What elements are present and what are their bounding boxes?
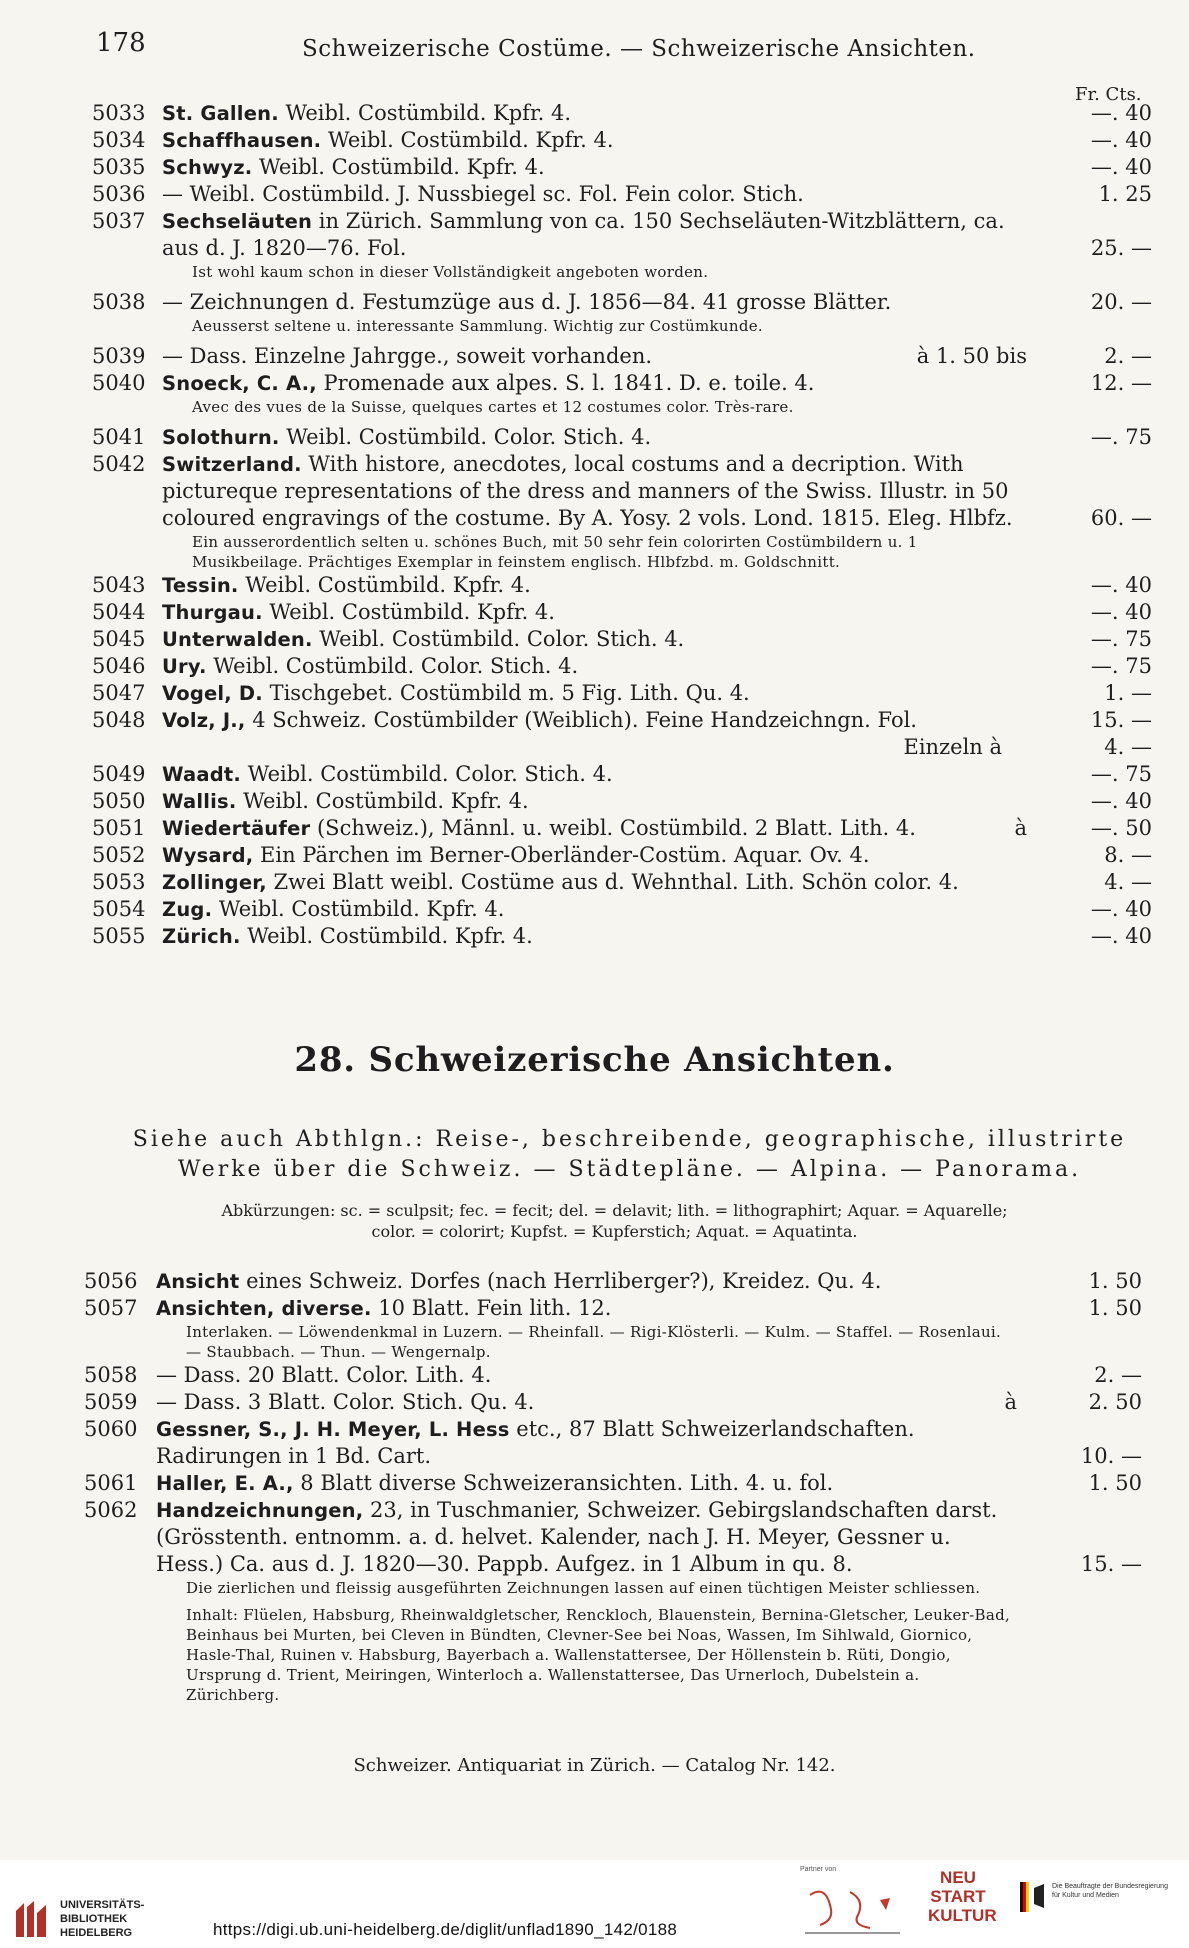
entry-title: Snoeck, C. A., bbox=[162, 372, 317, 395]
entry-title: Zollinger, bbox=[162, 871, 267, 894]
entry-description bbox=[156, 1416, 1017, 1470]
entry-number: 5057 bbox=[84, 1296, 138, 1320]
entry-description bbox=[162, 869, 1027, 896]
entry-text: 23, in Tuschmanier, Schweizer. Gebirgslandschaften darst. (Grösstenth. entnomm. a. d. helvet. Kalender, nach J. H. Meyer, Gessner u. Hess.) Ca. aus d. J. 1820—30. Pappb. Aufgez. in 1 Album in qu. 8. bbox=[156, 1498, 998, 1576]
catalog-entry bbox=[92, 289, 1152, 316]
entry-price: —. 40 bbox=[1090, 789, 1152, 813]
entry-number: 5055 bbox=[92, 924, 146, 948]
entry-note: Inhalt: Flüelen, Habsburg, Rheinwaldgletscher, Renckloch, Blauenstein, Bernina-Gletscher, Leuker-Bad, Beinhaus bei Murten, bei Cleven in Bündten, Clevner-See bei Noas, Wassen, Im Sihlwald, Giornico, Hasle-Thal, Ruinen v. Habsburg, Bayerbach a. Wallenstattersee, Der Höllenstein b. Rüti, Dongio, Ursprung d. Trient, Meiringen, Winterloch a. Wallenstattersee, Das Urnerloch, Dubelstein a. Zürichberg. bbox=[186, 1606, 1011, 1704]
entry-text: Weibl. Costümbild. Kpfr. 4. bbox=[212, 897, 505, 921]
entry-price: 1. — bbox=[1104, 681, 1152, 705]
price-column-header: Fr. Cts. bbox=[1075, 84, 1142, 105]
entry-text: — Dass. 3 Blatt. Color. Stich. Qu. 4. bbox=[156, 1390, 535, 1414]
entry-description bbox=[156, 1295, 1017, 1322]
entry-price: 20. — bbox=[1090, 290, 1152, 314]
entry-description bbox=[162, 208, 1027, 262]
entry-description bbox=[162, 599, 1027, 626]
entry-price: 2. 50 bbox=[1088, 1390, 1142, 1414]
entry-text: Weibl. Costümbild. Kpfr. 4. bbox=[236, 789, 529, 813]
catalog-entry bbox=[92, 869, 1152, 896]
entry-description bbox=[162, 424, 1027, 451]
entry-text: Weibl. Costümbild. Kpfr. 4. bbox=[262, 600, 555, 624]
entry-price: 12. — bbox=[1090, 371, 1152, 395]
entry-note-row bbox=[92, 397, 1152, 424]
entry-text: Weibl. Costümbild. Color. Stich. 4. bbox=[312, 627, 685, 651]
entry-title: Wallis. bbox=[162, 790, 237, 813]
entry-price: 4. — bbox=[1104, 870, 1152, 894]
partner-label: Partner von bbox=[800, 1866, 837, 1873]
entry-price: —. 40 bbox=[1090, 573, 1152, 597]
catalog-entry bbox=[92, 707, 1152, 734]
entry-number: 5048 bbox=[92, 708, 146, 732]
entry-description bbox=[162, 815, 1027, 842]
entry-title: Waadt. bbox=[162, 763, 242, 786]
entry-title: Schwyz. bbox=[162, 156, 253, 179]
page-number: 178 bbox=[96, 28, 146, 58]
university-library-logo-icon[interactable] bbox=[12, 1897, 50, 1941]
catalog-entry bbox=[84, 1268, 1142, 1295]
entry-title: Wysard, bbox=[162, 844, 254, 867]
entry-sub-row bbox=[92, 734, 1152, 761]
entry-note: Interlaken. — Löwendenkmal in Luzern. — Rheinfall. — Rigi-Klösterli. — Kulm. — Staffel. — Rosenlaui. — Staubbach. — Thun. — Wengernalp. bbox=[186, 1323, 1002, 1361]
entry-price: 1. 25 bbox=[1098, 182, 1152, 206]
entry-title: Handzeichnungen, bbox=[156, 1499, 364, 1522]
entry-text: With histore, anecdotes, local costums and a decription. With pictureque representations of the dress and manners of the Swiss. Illustr. in 50 coloured engravings of the costume. By A. Yosy. 2 vols. Lond. 1815. Eleg. Hlbfz. bbox=[162, 452, 1013, 530]
entry-price: —. 75 bbox=[1090, 627, 1152, 651]
library-name-line: UNIVERSITÄTS- bbox=[60, 1899, 145, 1911]
entry-description bbox=[162, 154, 1027, 181]
entry-number: 5045 bbox=[92, 627, 146, 651]
entry-description bbox=[162, 788, 1027, 815]
entry-price: —. 50 bbox=[1090, 816, 1152, 840]
catalog-entry bbox=[92, 923, 1152, 950]
entry-note-row bbox=[84, 1578, 1142, 1605]
entry-number: 5060 bbox=[84, 1417, 138, 1441]
entry-text: Weibl. Costümbild. Kpfr. 4. bbox=[252, 155, 545, 179]
entry-description bbox=[162, 653, 1027, 680]
entry-number: 5044 bbox=[92, 600, 146, 624]
entry-description bbox=[162, 707, 1027, 734]
entry-price: 1. 50 bbox=[1088, 1269, 1142, 1293]
entry-description bbox=[156, 1362, 1017, 1389]
logo-word: START bbox=[930, 1887, 986, 1906]
catalog-entry bbox=[92, 572, 1152, 599]
catalog-entry bbox=[92, 653, 1152, 680]
catalog-entry bbox=[84, 1470, 1142, 1497]
catalog-entry bbox=[92, 788, 1152, 815]
entry-unit-price-note: à bbox=[1014, 816, 1027, 840]
entry-price: 1. 50 bbox=[1088, 1296, 1142, 1320]
entry-text: — Dass. 20 Blatt. Color. Lith. 4. bbox=[156, 1363, 492, 1387]
entry-description bbox=[156, 1268, 1017, 1295]
entry-note: Die zierlichen und fleissig ausgeführten Zeichnungen lassen auf einen tüchtigen Meister schliessen. bbox=[186, 1579, 981, 1597]
abbreviations bbox=[100, 1200, 1129, 1242]
entry-title: Gessner, S., J. H. Meyer, L. Hess bbox=[156, 1418, 510, 1441]
section-title: 28. Schweizerische Ansichten. bbox=[294, 1040, 895, 1080]
see-also-note: Siehe auch Abthlgn.: Reise-, beschreibende, geographische, illustrirte Werke über die Schweiz. — Städtepläne. — Alpina. — Panorama. bbox=[132, 1127, 1127, 1182]
partner-logo-icon[interactable] bbox=[790, 1880, 915, 1940]
library-name-line: HEIDELBERG bbox=[60, 1927, 133, 1939]
entry-description bbox=[156, 1389, 1017, 1416]
entry-text: 10 Blatt. Fein lith. 12. bbox=[371, 1296, 612, 1320]
entry-text: Weibl. Costümbild. Color. Stich. 4. bbox=[279, 425, 652, 449]
entry-text: Weibl. Costümbild. Kpfr. 4. bbox=[238, 573, 531, 597]
entry-price: 60. — bbox=[1090, 506, 1152, 530]
entry-number: 5033 bbox=[92, 101, 146, 125]
catalog-entry bbox=[92, 127, 1152, 154]
entry-number: 5035 bbox=[92, 155, 146, 179]
entry-number: 5054 bbox=[92, 897, 146, 921]
entry-title: Haller, E. A., bbox=[156, 1472, 294, 1495]
university-library-name[interactable] bbox=[60, 1898, 144, 1940]
entry-title: Schaffhausen. bbox=[162, 129, 322, 152]
catalog-entry bbox=[92, 154, 1152, 181]
entry-note-row bbox=[92, 262, 1152, 289]
entry-number: 5051 bbox=[92, 816, 146, 840]
entry-text: in Zürich. Sammlung von ca. 150 Sechseläuten-Witzblättern, ca. aus d. J. 1820—76. Fol. bbox=[162, 209, 1005, 260]
catalog-entry bbox=[84, 1362, 1142, 1389]
entry-number: 5053 bbox=[92, 870, 146, 894]
entry-text: Promenade aux alpes. S. l. 1841. D. e. toile. 4. bbox=[316, 371, 815, 395]
entry-number: 5049 bbox=[92, 762, 146, 786]
entry-number: 5047 bbox=[92, 681, 146, 705]
entry-title: Ury. bbox=[162, 655, 207, 678]
entry-note: Ein ausserordentlich selten u. schönes Buch, mit 50 sehr fein colorirten Costümbildern u. 1 Musikbeilage. Prächtiges Exemplar in feinstem englisch. Hlbfzbd. m. Goldschnitt. bbox=[192, 533, 918, 571]
federal-commissioner-text: Die Beauftragte der Bundesregierung für Kultur und Medien bbox=[1052, 1883, 1168, 1899]
entry-note-row bbox=[84, 1605, 1142, 1705]
entry-price: —. 75 bbox=[1090, 762, 1152, 786]
entry-note-row bbox=[92, 532, 1152, 572]
entry-note-row bbox=[84, 1322, 1142, 1362]
entry-unit-price-note: à bbox=[1004, 1390, 1017, 1414]
entry-sub-price: 4. — bbox=[1104, 735, 1152, 759]
entry-number: 5042 bbox=[92, 452, 146, 476]
entry-number: 5062 bbox=[84, 1498, 138, 1522]
entry-price: —. 75 bbox=[1090, 425, 1152, 449]
library-name-line: BIBLIOTHEK bbox=[60, 1913, 128, 1925]
entry-price: —. 75 bbox=[1090, 654, 1152, 678]
entry-number: 5056 bbox=[84, 1269, 138, 1293]
logo-word: NEU bbox=[940, 1868, 976, 1887]
entry-description bbox=[156, 1470, 1017, 1497]
entry-title: Ansichten, diverse. bbox=[156, 1297, 372, 1320]
entry-price: 2. — bbox=[1104, 344, 1152, 368]
entry-number: 5041 bbox=[92, 425, 146, 449]
entry-text: Weibl. Costümbild. Color. Stich. 4. bbox=[241, 762, 613, 786]
entry-number: 5061 bbox=[84, 1471, 138, 1495]
entry-description bbox=[162, 572, 1027, 599]
entry-number: 5039 bbox=[92, 344, 146, 368]
entry-description bbox=[162, 289, 1027, 316]
entry-price: 2. — bbox=[1094, 1363, 1142, 1387]
neustart-kultur-logo[interactable] bbox=[928, 1868, 997, 1925]
entry-price: 15. — bbox=[1080, 1552, 1142, 1576]
entry-description bbox=[162, 680, 1027, 707]
page-header bbox=[96, 28, 1129, 68]
entry-number: 5037 bbox=[92, 209, 146, 233]
catalog-entry bbox=[92, 896, 1152, 923]
entry-title: Solothurn. bbox=[162, 426, 280, 449]
entry-price: 1. 50 bbox=[1088, 1471, 1142, 1495]
page-footer: Schweizer. Antiquariat in Zürich. — Catalog Nr. 142. bbox=[353, 1755, 836, 1776]
entry-price: —. 40 bbox=[1090, 155, 1152, 179]
entry-title: Zug. bbox=[162, 898, 213, 921]
entry-title: Volz, J., bbox=[162, 709, 246, 732]
entry-title: Switzerland. bbox=[162, 453, 302, 476]
catalog-entry bbox=[92, 451, 1152, 532]
permalink-url[interactable]: https://digi.ub.uni-heidelberg.de/diglit/unflad1890_142/0188 bbox=[213, 1920, 678, 1939]
entry-price: 25. — bbox=[1090, 236, 1152, 260]
entry-number: 5036 bbox=[92, 182, 146, 206]
entry-price: —. 40 bbox=[1090, 128, 1152, 152]
entry-title: Tessin. bbox=[162, 574, 239, 597]
entry-text: etc., 87 Blatt Schweizerlandschaften. Radirungen in 1 Bd. Cart. bbox=[156, 1417, 915, 1468]
entry-title: Unterwalden. bbox=[162, 628, 313, 651]
catalog-entry bbox=[92, 208, 1152, 262]
entry-price: —. 40 bbox=[1090, 600, 1152, 624]
catalog-entry bbox=[92, 370, 1152, 397]
entry-description bbox=[162, 370, 1027, 397]
logo-word: KULTUR bbox=[928, 1906, 997, 1925]
catalog-entry bbox=[92, 626, 1152, 653]
entry-description bbox=[162, 896, 1027, 923]
catalog-entry bbox=[92, 181, 1152, 208]
entry-price: —. 40 bbox=[1090, 897, 1152, 921]
entry-text: Ein Pärchen im Berner-Oberländer-Costüm. Aquar. Ov. 4. bbox=[253, 843, 870, 867]
catalog-entry bbox=[92, 424, 1152, 451]
entry-description bbox=[162, 181, 1027, 208]
catalog-entry bbox=[84, 1389, 1142, 1416]
catalog-entries-views bbox=[84, 1268, 1142, 1705]
entry-text: 8 Blatt diverse Schweizeransichten. Lith. 4. u. fol. bbox=[293, 1471, 834, 1495]
entry-unit-price-note: à 1. 50 bis bbox=[916, 344, 1027, 368]
entry-price: 15. — bbox=[1090, 708, 1152, 732]
entry-price: —. 40 bbox=[1090, 924, 1152, 948]
entry-number: 5040 bbox=[92, 371, 146, 395]
entry-text: Zwei Blatt weibl. Costüme aus d. Wehnthal. Lith. Schön color. 4. bbox=[266, 870, 959, 894]
entry-text: — Dass. Einzelne Jahrgge., soweit vorhanden. bbox=[162, 344, 653, 368]
entry-number: 5038 bbox=[92, 290, 146, 314]
catalog-entry bbox=[92, 761, 1152, 788]
entry-number: 5046 bbox=[92, 654, 146, 678]
entry-number: 5052 bbox=[92, 843, 146, 867]
catalog-entry bbox=[84, 1497, 1142, 1578]
entry-text: — Zeichnungen d. Festumzüge aus d. J. 1856—84. 41 grosse Blätter. bbox=[162, 290, 892, 314]
entry-title: Thurgau. bbox=[162, 601, 263, 624]
entry-text: Weibl. Costümbild. Color. Stich. 4. bbox=[206, 654, 579, 678]
entry-description bbox=[162, 451, 1027, 532]
entry-title: Ansicht bbox=[156, 1270, 240, 1293]
catalog-entries-costumes bbox=[92, 100, 1152, 950]
entry-text: eines Schweiz. Dorfes (nach Herrliberger?), Kreidez. Qu. 4. bbox=[239, 1269, 882, 1293]
entry-description bbox=[162, 923, 1027, 950]
entry-note: Ist wohl kaum schon in dieser Vollständigkeit angeboten worden. bbox=[192, 263, 709, 281]
catalog-entry bbox=[92, 815, 1152, 842]
entry-text: — Weibl. Costümbild. J. Nussbiegel sc. Fol. Fein color. Stich. bbox=[162, 182, 804, 206]
entry-note-row bbox=[92, 316, 1152, 343]
entry-text: Weibl. Costümbild. Kpfr. 4. bbox=[278, 101, 572, 125]
entry-title: Wiedertäufer bbox=[162, 817, 311, 840]
entry-description bbox=[162, 127, 1027, 154]
catalog-entry bbox=[84, 1416, 1142, 1470]
entry-title: Vogel, D. bbox=[162, 682, 263, 705]
entry-text: Weibl. Costümbild. Kpfr. 4. bbox=[321, 128, 614, 152]
catalog-entry bbox=[84, 1295, 1142, 1322]
entry-sub-label: Einzeln à bbox=[903, 735, 1002, 759]
catalog-entry bbox=[92, 343, 1152, 370]
catalog-entry bbox=[92, 599, 1152, 626]
entry-title: Zürich. bbox=[162, 925, 241, 948]
entry-text: (Schweiz.), Männl. u. weibl. Costümbild. 2 Blatt. Lith. 4. bbox=[310, 816, 916, 840]
entry-description bbox=[162, 626, 1027, 653]
entry-note: Aeusserst seltene u. interessante Sammlung. Wichtig zur Costümkunde. bbox=[192, 317, 763, 335]
abbreviations-line: Abkürzungen: sc. = sculpsit; fec. = fecit; del. = delavit; lith. = lithographirt; Aquar. = Aquarelle; bbox=[221, 1201, 1008, 1220]
entry-price: —. 40 bbox=[1090, 101, 1152, 125]
catalog-entry bbox=[92, 100, 1152, 127]
entry-price: 10. — bbox=[1080, 1444, 1142, 1468]
entry-price: 8. — bbox=[1104, 843, 1152, 867]
entry-description bbox=[156, 1497, 1017, 1578]
entry-description bbox=[162, 761, 1027, 788]
entry-text: Weibl. Costümbild. Kpfr. 4. bbox=[240, 924, 533, 948]
entry-description bbox=[162, 343, 1027, 370]
entry-number: 5058 bbox=[84, 1363, 138, 1387]
entry-text: 4 Schweiz. Costümbilder (Weiblich). Feine Handzeichngn. Fol. bbox=[245, 708, 917, 732]
entry-number: 5034 bbox=[92, 128, 146, 152]
entry-title: Sechseläuten bbox=[162, 210, 313, 233]
abbreviations-line: color. = colorirt; Kupfst. = Kupferstich; Aquat. = Aquatinta. bbox=[371, 1222, 858, 1241]
entry-description bbox=[162, 842, 1027, 869]
running-title: Schweizerische Costüme. — Schweizerische Ansichten. bbox=[302, 36, 976, 62]
entry-number: 5043 bbox=[92, 573, 146, 597]
catalog-entry bbox=[92, 680, 1152, 707]
entry-title: St. Gallen. bbox=[162, 102, 279, 125]
catalog-entry bbox=[92, 842, 1152, 869]
entry-note: Avec des vues de la Suisse, quelques cartes et 12 costumes color. Très-rare. bbox=[192, 398, 794, 416]
entry-description bbox=[162, 100, 1027, 127]
entry-number: 5050 bbox=[92, 789, 146, 813]
entry-text: Tischgebet. Costümbild m. 5 Fig. Lith. Qu. 4. bbox=[262, 681, 750, 705]
entry-number: 5059 bbox=[84, 1390, 138, 1414]
